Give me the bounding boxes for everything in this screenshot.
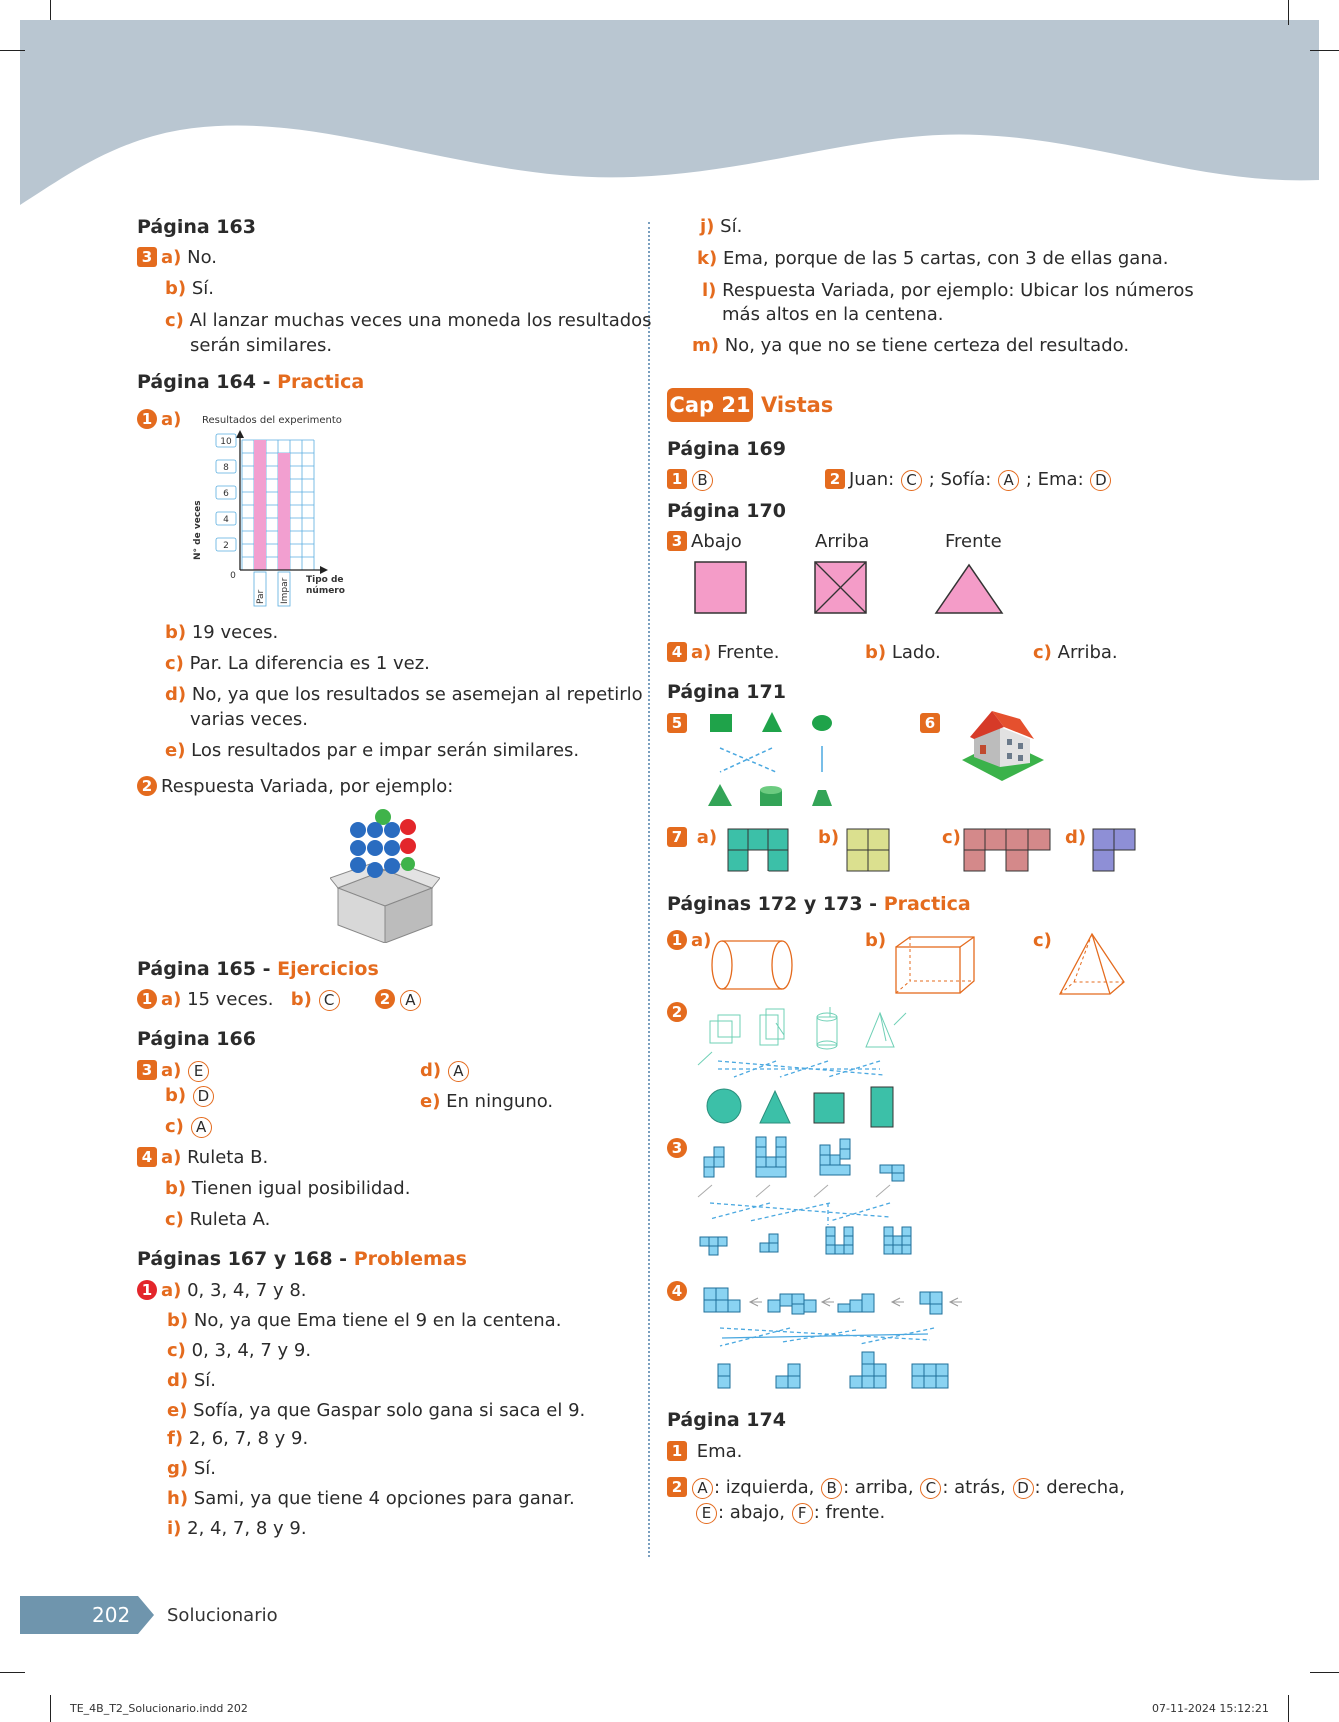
q7a-squares — [727, 828, 789, 872]
y-tick-label: 10 — [220, 437, 232, 447]
p167-d: d) Sí. — [167, 1370, 217, 1391]
label-frente: Frente — [945, 531, 1002, 552]
p168-j: j) Sí. — [700, 216, 743, 237]
q3c-cont: serán similares. — [190, 335, 333, 356]
footer-page-tab — [20, 1596, 155, 1634]
p172-q1b: b) — [865, 930, 887, 951]
q1d-p164: d) No, ya que los resultados se asemejan al repetirlo — [165, 684, 643, 705]
q7c-label: c) — [942, 827, 961, 848]
y-tick-label: 4 — [223, 515, 229, 525]
q1b-p164: b) 19 veces. — [165, 622, 279, 643]
chapter-badge: Cap 21 — [667, 388, 753, 422]
x-axis-arrow — [320, 566, 328, 574]
heading-p164: Página 164 - Practica — [137, 371, 365, 393]
heading-p172: Páginas 172 y 173 - Practica — [667, 893, 971, 915]
footer-file: TE_4B_T2_Solucionario.indd 202 — [70, 1702, 248, 1715]
heading-p174: Página 174 — [667, 1409, 786, 1431]
p167-h: h) Sami, ya que tiene 4 opciones para ganar. — [167, 1488, 575, 1509]
q1d-cont: varias veces. — [190, 709, 309, 730]
footer-date: 07-11-2024 15:12:21 — [1152, 1702, 1269, 1715]
q1c-p164: c) Par. La diferencia es 1 vez. — [165, 653, 430, 674]
p167-i: i) 2, 4, 7, 8 y 9. — [167, 1518, 307, 1539]
category-label: Impar — [280, 577, 290, 604]
p166-q4c: c) Ruleta A. — [165, 1209, 271, 1230]
p174-q1: 1 Ema. — [667, 1441, 742, 1463]
q2-p164: 2 Respuesta Variada, por ejemplo: — [137, 776, 453, 798]
crop-mark — [1288, 1695, 1289, 1722]
p167-e: e) Sofía, ya que Gaspar solo gana si saca el 9. — [167, 1400, 586, 1421]
p170-q4b: b) Lado. — [865, 642, 941, 663]
p172-q1c: c) — [1033, 930, 1052, 951]
box-with-balls-illustration — [330, 808, 440, 943]
q1a-p164: 1 a) — [137, 409, 181, 431]
category-label: Par — [256, 589, 266, 604]
bar-chart-experiment — [190, 408, 360, 608]
p171-n5: 5 — [667, 713, 691, 735]
heading-p169: Página 169 — [667, 438, 786, 460]
pyramid-outline — [1058, 932, 1128, 997]
views-shapes — [690, 560, 1010, 620]
shapes-matching — [700, 710, 840, 810]
p172-q2: 2 — [667, 1002, 691, 1024]
heading-p171: Página 171 — [667, 681, 786, 703]
p166-c: c) A — [165, 1116, 213, 1138]
p167-b: b) No, ya que Ema tiene el 9 en la centena. — [167, 1310, 562, 1331]
p172-q3: 3 — [667, 1138, 691, 1160]
chart-ylabel: N° de veces — [193, 500, 203, 560]
page-number: 202 — [92, 1603, 131, 1627]
y-tick-label: 6 — [223, 489, 229, 499]
p165-answers: 1 a) 15 veces. b) C 2 A — [137, 989, 422, 1011]
p166-b: b) D — [165, 1085, 215, 1107]
heading-p166: Página 166 — [137, 1028, 256, 1050]
y-tick-label: 0 — [230, 571, 236, 581]
house-isometric-illustration — [960, 705, 1045, 785]
p167-c: c) 0, 3, 4, 7 y 9. — [167, 1340, 312, 1361]
q3b: b) Sí. — [165, 278, 215, 299]
q7b-squares — [846, 828, 890, 872]
crop-mark — [0, 50, 25, 51]
p169-q2: 2 Juan: C ; Sofía: A ; Ema: D — [825, 469, 1112, 491]
q7b-label: b) — [818, 827, 840, 848]
chart-title: Resultados del experimento — [202, 415, 342, 426]
crop-mark — [0, 1672, 25, 1673]
y-tick-label: 8 — [223, 463, 229, 473]
column-divider — [648, 222, 650, 1557]
q3-cubes-matching — [690, 1135, 920, 1265]
label-arriba: Arriba — [815, 531, 870, 552]
heading-p170: Página 170 — [667, 500, 786, 522]
q3c: c) Al lanzar muchas veces una moneda los resultados — [165, 310, 652, 331]
crop-mark — [1310, 50, 1339, 51]
q7d-label: d) — [1065, 827, 1087, 848]
p169-q1: 1 B — [667, 469, 714, 491]
p168-m: m) No, ya que no se tiene certeza del resultado. — [692, 335, 1130, 356]
p171-n6: 6 — [920, 713, 944, 735]
q1e-p164: e) Los resultados par e impar serán similares. — [165, 740, 580, 761]
p166-a: 3 a) E — [137, 1060, 210, 1082]
p166-q4a: 4 a) Ruleta B. — [137, 1147, 268, 1169]
y-axis-arrow — [236, 430, 244, 438]
p166-d: d) A — [420, 1060, 470, 1082]
p170-q3: 3 Abajo — [667, 531, 742, 553]
p166-q4b: b) Tienen igual posibilidad. — [165, 1178, 411, 1199]
header-wave-banner — [0, 0, 1339, 215]
p166-e: e) En ninguno. — [420, 1091, 554, 1112]
p170-q4a: 4 a) Frente. — [667, 642, 780, 664]
p168-k: k) Ema, porque de las 5 cartas, con 3 de ellas gana. — [697, 248, 1169, 269]
crop-mark — [1288, 0, 1289, 25]
chart-xlabel-1: Tipo de — [306, 575, 344, 585]
q7c-squares — [963, 828, 1051, 872]
heading-p167: Páginas 167 y 168 - Problemas — [137, 1248, 467, 1270]
p171-q7: 7 a) — [667, 827, 717, 849]
p167-g: g) Sí. — [167, 1458, 217, 1479]
p167-a: 1 a) 0, 3, 4, 7 y 8. — [137, 1280, 307, 1302]
chart-xlabel-2: número — [306, 586, 345, 596]
chapter-title: Vistas — [761, 393, 834, 417]
p168-l: l) Respuesta Variada, por ejemplo: Ubicar los números — [702, 280, 1194, 301]
heading-p165: Página 165 - Ejercicios — [137, 958, 379, 980]
cylinder-outline — [710, 935, 795, 995]
q2-solids-matching — [690, 1005, 920, 1130]
chart-bar — [254, 440, 266, 570]
number-badge: 3 — [137, 247, 157, 267]
p172-q4: 4 — [667, 1281, 691, 1303]
footer-section: Solucionario — [167, 1605, 278, 1626]
p170-q4c: c) Arriba. — [1033, 642, 1118, 663]
p167-f: f) 2, 6, 7, 8 y 9. — [167, 1428, 309, 1449]
q7d-squares — [1092, 828, 1136, 872]
q4-cubes-matching — [700, 1278, 970, 1394]
heading-p163: Página 163 — [137, 216, 256, 238]
y-tick-label: 2 — [223, 541, 229, 551]
chart-bar — [278, 453, 290, 570]
q3a: 3 a) No. — [137, 247, 217, 269]
prism-outline — [892, 935, 977, 997]
p174-q2-cont: E : abajo, F : frente. — [695, 1502, 885, 1524]
crop-mark — [50, 0, 51, 20]
p168-l-cont: más altos en la centena. — [722, 304, 944, 325]
p172-q1a: 1 a) — [667, 930, 711, 952]
crop-mark — [1310, 1672, 1339, 1673]
p174-q2: 2 A : izquierda, B : arriba, C : atrás, D : derecha, — [667, 1477, 1125, 1499]
crop-mark — [50, 1695, 51, 1722]
